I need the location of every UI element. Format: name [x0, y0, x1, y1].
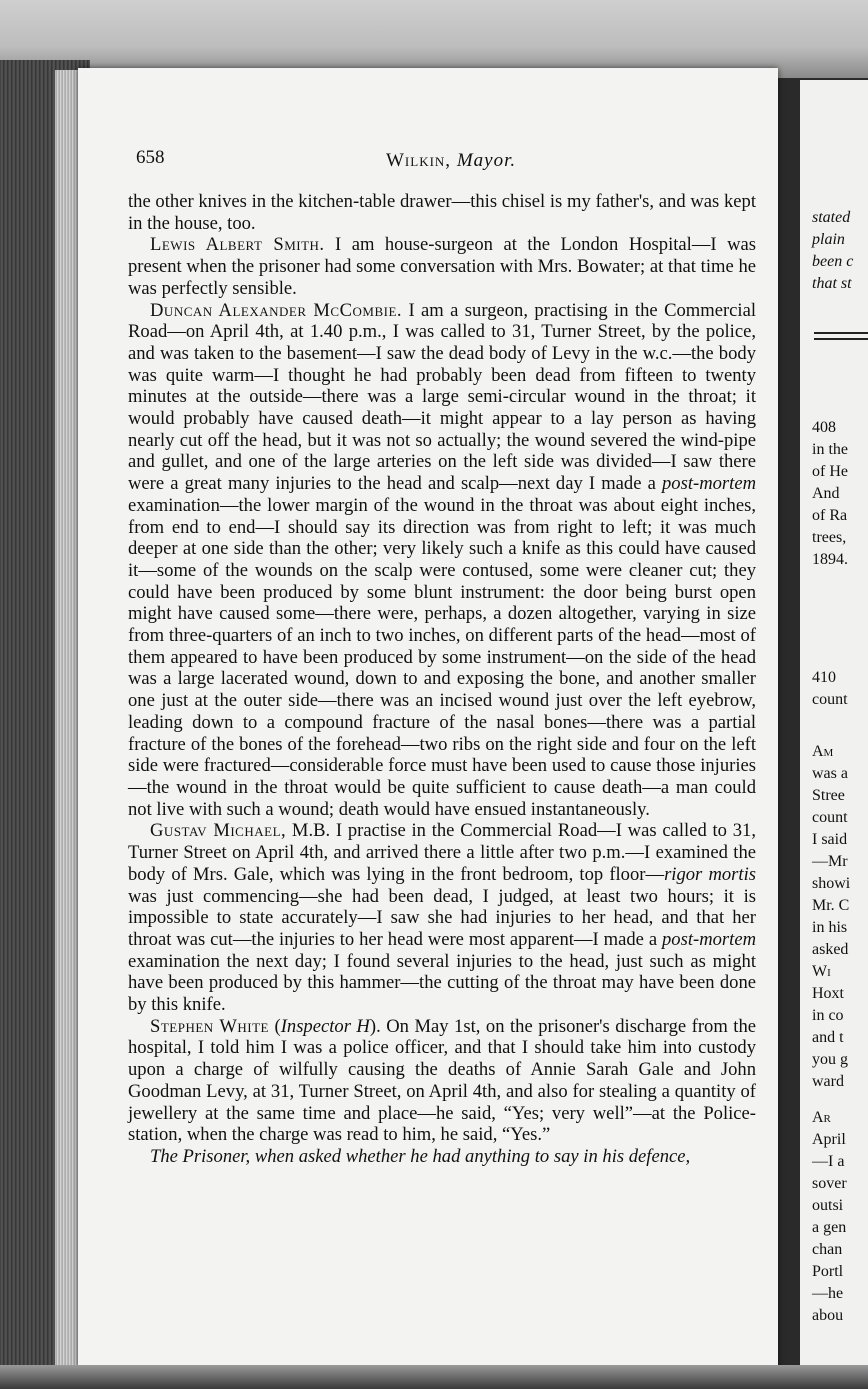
italic-term: post-mortem	[662, 473, 756, 495]
adjacent-text: in his	[812, 919, 848, 936]
page-number: 658	[136, 147, 165, 168]
paragraph-continuation	[128, 191, 756, 234]
scan-bottom-margin	[0, 1365, 868, 1389]
paragraph-text: the other knives in the kitchen-table drawer—this chisel is my father's, and was kept in the house, too.	[128, 191, 756, 234]
adjacent-text: 410	[812, 669, 836, 686]
paragraph-text: I am house-surgeon at the London Hospital—I was present when the prisoner had some conversation with Mrs. Bowater; at that time he was perfectly sensible.	[128, 234, 756, 299]
adjacent-text: plain	[812, 231, 845, 248]
paragraph-text: was just commencing—she had been dead, I judged, at least two hours; it is impossible to state accurately—I saw she had injuries to her head, and that her throat was cut—the injuries to her head were most apparent—I made a	[128, 885, 756, 950]
adjacent-text: Hoxt	[812, 985, 844, 1002]
paragraph-testimony	[128, 820, 756, 1015]
adjacent-text: ward	[812, 1073, 844, 1090]
paragraph-testimony: Stephen White (Inspector H). On May 1st, on the prisoner's discharge from the hospital, I told him I was a police officer, and that I should take him into custody upon a charge of wilfully causing the deaths of Annie Sarah Gale and John Goodman Levy, at 31, Turner Street, on April 4th, and also for stealing a quantity of jewellery at the same time and place—he said, “Yes; very well”—at the Police-station, when the charge was read to him, he said, “Yes.”	[128, 1015, 757, 1146]
adjacent-text: trees,	[812, 529, 847, 546]
adjacent-page	[800, 80, 868, 1389]
speaker-name: Gustav Michael,	[150, 820, 287, 842]
adjacent-text: chan	[812, 1241, 843, 1258]
adjacent-text: stated	[812, 209, 851, 226]
running-head	[386, 150, 516, 172]
adjacent-text: And	[812, 485, 840, 502]
adjacent-text: —he	[812, 1285, 844, 1302]
adjacent-text: 1894.	[812, 551, 848, 568]
paragraph-text: The Prisoner, when asked whether he had anything to say in his defence,	[150, 1145, 691, 1167]
adjacent-text: of He	[812, 463, 848, 480]
adjacent-text: Stree	[812, 787, 845, 804]
paragraph-text: I am a surgeon, practising in the Commercial Road—on April 4th, at 1.40 p.m., I was called to 31, Turner Street, by the police, and was taken to the basement—I saw the dead body of Levy in the w.c.—the body was quite warm—I thought he had probably been dead from fifteen to twenty minutes at the outside—there was a large semi-circular wound in the throat; it would probably have caused death—it might appear to a lay person as having nearly cut off the head, but it was not so actually; the wound severed the wind-pipe and gullet, and one of the large arteries on the left side was divided—I saw there were a great many injuries to the head and scalp—next day I made a	[128, 299, 756, 495]
paragraph-text: examination the next day; I found several injuries to the head, just such as might have been produced by this hammer—the cutting of the throat may have been done by this knife.	[128, 950, 756, 1016]
adjacent-text: and t	[812, 1029, 844, 1046]
running-head-name: Wilkin,	[386, 150, 452, 171]
speaker-name: Lewis Albert Smith.	[150, 234, 325, 256]
paragraph-testimony	[128, 300, 756, 821]
adjacent-text: count	[812, 691, 848, 708]
adjacent-text: in co	[812, 1007, 844, 1024]
adjacent-text: asked	[812, 941, 849, 958]
adjacent-text: Portl	[812, 1263, 844, 1280]
paragraph-testimony	[128, 234, 756, 299]
adjacent-text: Ar	[812, 1109, 831, 1126]
adjacent-text: was a	[812, 765, 848, 782]
adjacent-text: 408	[812, 419, 836, 436]
italic-term: post-mortem	[662, 928, 756, 950]
adjacent-text: Mr. C	[812, 897, 850, 914]
adjacent-text: count	[812, 809, 848, 826]
adjacent-text: sover	[812, 1175, 847, 1192]
scan-top-margin	[0, 0, 868, 78]
paragraph-text: examination—the lower margin of the wound in the throat was about eight inches, from end to end—I should say its direction was from right to left; it was much deeper at one side than the other; very likely such a knife as this could have caused it—some of the wounds on the scalp were contused, some were cleaner cut; they could have been produced by some blunt instrument: the door being burst open might have caused some—there were, perhaps, a dozen altogether, varying in size from three-quarters of an inch to two inches, on different parts of the head—most of them appeared to have been produced by some instrument—on the side of the head was a large lacerated wound, down to and exposing the bone, and another smaller one just at the outer side—there was an incised wound just over the left eyebrow, leading down to a compound fracture of the nasal bones—there was a partial fracture of the bones of the forehead—two ribs on the right side and four on the left side were fractured—considerable force must have been used to cause those injuries—the wound in the throat would be quite sufficient to cause death—a man could not live with such a wound; death would have ensued instantaneously.	[128, 494, 756, 820]
adjacent-text: outsi	[812, 1197, 844, 1214]
paragraph-text: . On May 1st, on the prisoner's discharge from the hospital, I told him I was a police officer, and that I should take him into custody upon a charge of wilfully causing the deaths of Annie Sarah Gale and John Goodman Levy, at 31, Turner Street, on April 4th, and also for stealing a quantity of jewellery at the same time and place—he said, “Yes; very well”—at the Police-station, when the charge was read to him, he said, “Yes.”	[128, 1015, 757, 1146]
adjacent-text: Am	[812, 743, 834, 760]
adjacent-text: Wi	[812, 963, 831, 980]
adjacent-text: been c	[812, 253, 854, 270]
adjacent-text: that st	[812, 275, 852, 292]
page-body	[128, 191, 756, 1168]
adjacent-rule	[814, 338, 868, 340]
speaker-name: Stephen White	[150, 1015, 269, 1037]
adjacent-text: April	[812, 1131, 846, 1148]
adjacent-text: abou	[812, 1307, 844, 1324]
paragraph-prisoner	[128, 1146, 756, 1168]
running-head-title: Mayor.	[456, 150, 517, 171]
adjacent-text: —I a	[812, 1153, 845, 1170]
adjacent-text: a gen	[812, 1219, 847, 1236]
paragraph-text: M.B. I practise in the Commercial Road—I was called to 31, Turner Street on April 4th, and arrived there a little after two p.m.—I examined the body of Mrs. Gale, which was lying in the front bedroom, top floor—	[128, 820, 756, 885]
adjacent-text: of Ra	[812, 507, 848, 524]
speaker-role: Inspector H	[280, 1015, 370, 1037]
adjacent-text: you g	[812, 1051, 848, 1068]
adjacent-text: showi	[812, 875, 851, 892]
speaker-name: Duncan Alexander McCombie.	[150, 299, 403, 321]
adjacent-rule	[814, 332, 868, 334]
adjacent-text: I said	[812, 831, 848, 848]
adjacent-text: —Mr	[812, 853, 848, 870]
italic-term: rigor mortis	[664, 863, 756, 885]
adjacent-text: in the	[812, 441, 848, 458]
